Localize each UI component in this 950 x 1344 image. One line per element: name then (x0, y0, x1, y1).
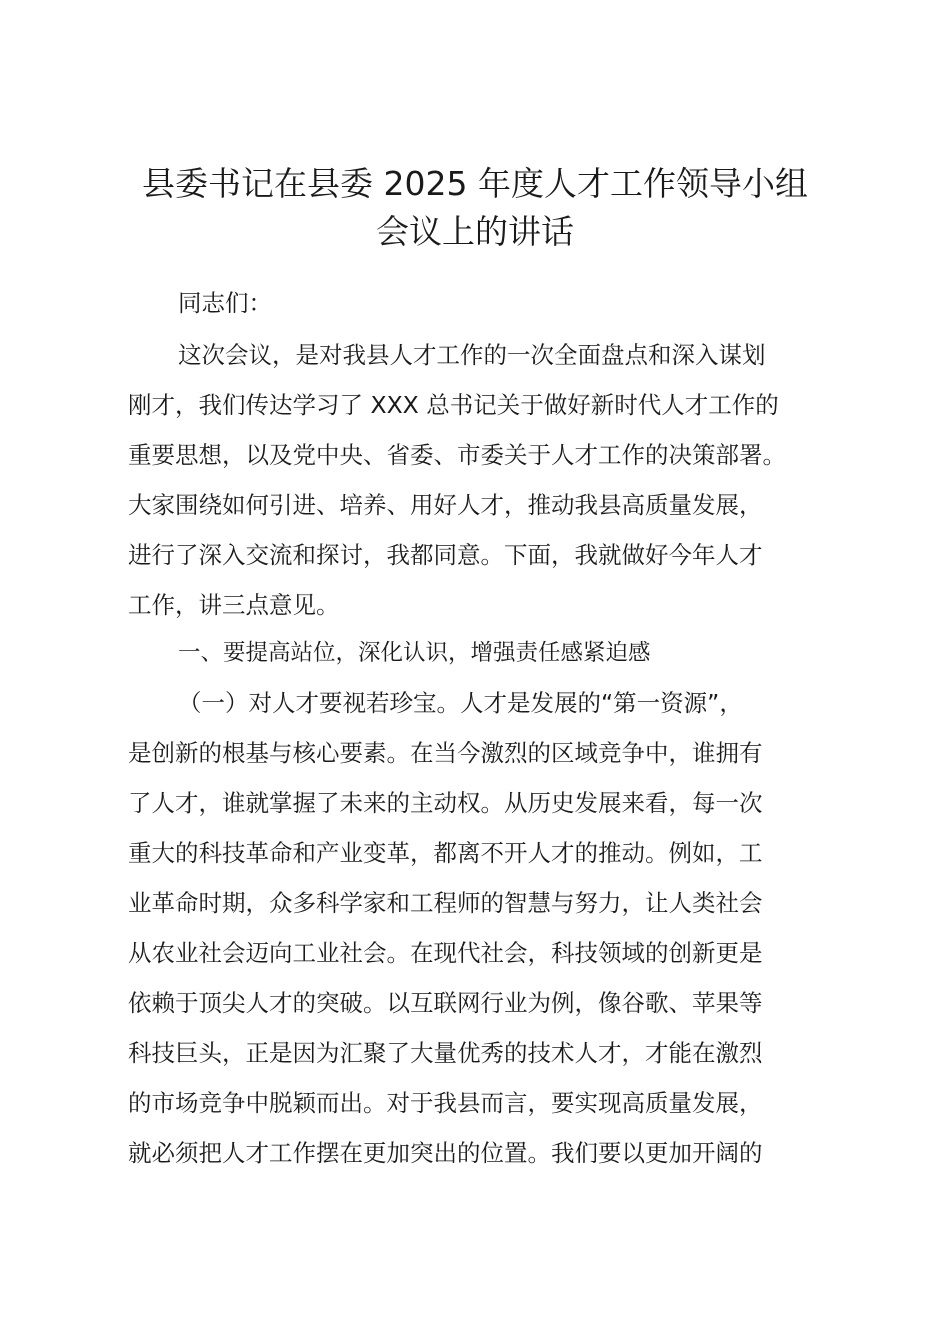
paragraph-line: 从农业社会迈向工业社会。在现代社会，科技领域的创新更是 (128, 939, 763, 967)
paragraph-line: 大家围绕如何引进、培养、用好人才，推动我县高质量发展， (128, 491, 763, 519)
paragraph-line: 是创新的根基与核心要素。在当今激烈的区域竞争中，谁拥有 (128, 739, 763, 767)
paragraph-line: （一）对人才要视若珍宝。人才是发展的“第一资源”， (178, 689, 743, 717)
paragraph-line: 刚才，我们传达学习了 XXX 总书记关于做好新时代人才工作的 (128, 391, 779, 419)
paragraph-line: 就必须把人才工作摆在更加突出的位置。我们要以更加开阔的 (128, 1139, 763, 1167)
paragraph-line: 工作，讲三点意见。 (128, 591, 340, 619)
section-heading: 一、要提高站位，深化认识，增强责任感紧迫感 (178, 640, 651, 666)
document-title-line-2: 会议上的讲话 (376, 212, 574, 251)
document-title-line-1: 县委书记在县委 2025 年度人才工作领导小组 (142, 164, 808, 203)
paragraph-line: 这次会议，是对我县人才工作的一次全面盘点和深入谋划 (178, 341, 766, 369)
paragraph-line: 业革命时期，众多科学家和工程师的智慧与努力，让人类社会 (128, 889, 763, 917)
paragraph-line: 科技巨头，正是因为汇聚了大量优秀的技术人才，才能在激烈 (128, 1039, 763, 1067)
paragraph-line: 了人才，谁就掌握了未来的主动权。从历史发展来看，每一次 (128, 789, 763, 817)
paragraph-line: 重大的科技革命和产业变革，都离不开人才的推动。例如，工 (128, 839, 763, 867)
salutation: 同志们： (178, 289, 272, 317)
paragraph-line: 重要思想，以及党中央、省委、市委关于人才工作的决策部署。 (128, 441, 786, 469)
paragraph-line: 的市场竞争中脱颖而出。对于我县而言，要实现高质量发展， (128, 1089, 763, 1117)
paragraph-line: 依赖于顶尖人才的突破。以互联网行业为例，像谷歌、苹果等 (128, 989, 763, 1017)
paragraph-line: 进行了深入交流和探讨，我都同意。下面，我就做好今年人才 (128, 541, 763, 569)
